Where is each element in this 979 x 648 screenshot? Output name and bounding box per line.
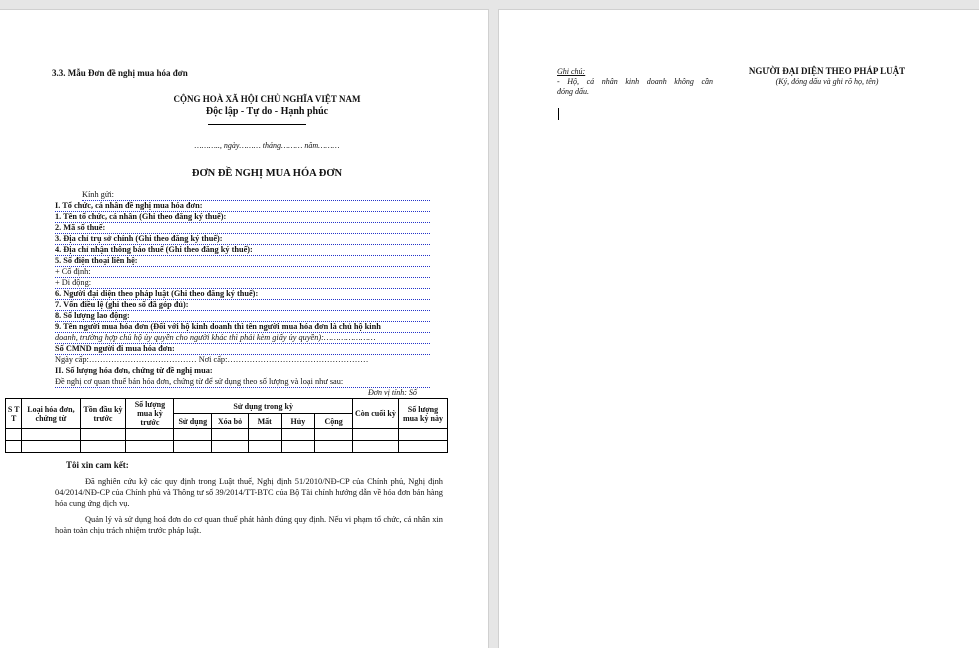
commitment-paragraph-1: Đã nghiên cứu kỹ các quy định trong Luật thuế, Nghị định 51/2010/NĐ-CP của Chính phủ, Nghị định 04/2014/NĐ-CP của Chính phủ và Thông tư số 39/2014/TT-BTC của Bộ Tài chính hướng dẫn về hóa đơn bán hàng hóa cung ứng dịch vụ. — [55, 477, 443, 508]
document-page-2[interactable] — [499, 10, 979, 648]
col-header-this-purchase: Số lượng mua kỳ này — [398, 399, 447, 429]
invoice-quantity-table — [5, 398, 448, 453]
commitment-title: Tôi xin cam kết: — [66, 460, 129, 470]
field-charter-capital[interactable]: 7. Vốn điều lệ (ghi theo số đã góp đủ): — [55, 300, 430, 311]
representative-signature-hint: (Ký, đóng dấu và ghi rõ họ, tên) — [775, 77, 879, 86]
field-employee-count[interactable]: 8. Số lượng lao động: — [55, 311, 430, 322]
section-1-title: I. Tổ chức, cá nhân đề nghị mua hóa đơn: — [55, 201, 430, 212]
col-subheader-lost: Mất — [248, 414, 281, 429]
col-subheader-used: Sử dụng — [174, 414, 212, 429]
commitment-paragraph-2: Quản lý và sử dụng hoá đơn do cơ quan thuế phát hành đúng quy định. Nếu vi phạm tổ chức, cá nhân xin hoàn toàn chịu trách nhiệm trước pháp luật. — [55, 515, 443, 535]
field-tax-code[interactable]: 2. Mã số thuế: — [55, 223, 430, 234]
col-header-type: Loại hóa đơn, chứng từ — [22, 399, 80, 429]
field-id-number[interactable]: Số CMND người đi mua hóa đơn: — [55, 344, 430, 355]
field-head-office-address[interactable]: 3. Địa chỉ trụ sở chính (Ghi theo đăng ký thuế): — [55, 234, 430, 245]
field-issue-date-place[interactable]: Ngày cấp:………………………………… Nơi cấp:…………………………………………… — [55, 355, 369, 364]
field-phone[interactable]: 5. Số điện thoại liên hệ: — [55, 256, 430, 267]
header-divider — [208, 124, 306, 125]
unit-label: Đơn vị tính: Số — [368, 388, 417, 397]
col-subheader-total: Cộng — [315, 414, 353, 429]
field-landline[interactable]: + Cố định: — [55, 267, 430, 278]
col-header-closing: Còn cuối kỳ — [352, 399, 398, 429]
col-header-stt: S T T — [6, 399, 22, 429]
col-subheader-cancelled: Hủy — [281, 414, 315, 429]
national-header: CỘNG HOÀ XÃ HỘI CHỦ NGHĨA VIỆT NAM — [173, 94, 361, 104]
section-title: 3.3. Mẫu Đơn đề nghị mua hóa đơn — [52, 68, 188, 78]
date-line: ……….., ngày……… tháng……… năm……… — [194, 141, 340, 150]
field-notice-address[interactable]: 4. Địa chỉ nhận thông báo thuế (Ghi theo đăng ký thuế): — [55, 245, 430, 256]
note-text-line-1: - Hộ, cá nhân kinh doanh không cần — [557, 77, 713, 86]
representative-title: NGƯỜI ĐẠI DIỆN THEO PHÁP LUẬT — [748, 66, 906, 76]
field-recipient[interactable]: Kính gửi: — [82, 190, 430, 201]
motto: Độc lập - Tự do - Hạnh phúc — [205, 106, 329, 117]
table-row[interactable] — [6, 441, 448, 453]
field-buyer-name[interactable]: 9. Tên người mua hóa đơn (Đối với hộ kinh doanh thì tên người mua hóa đơn là chủ hộ kinh — [55, 322, 430, 333]
form-title: ĐƠN ĐỀ NGHỊ MUA HÓA ĐƠN — [191, 168, 343, 179]
col-subheader-deleted: Xóa bỏ — [212, 414, 249, 429]
field-buyer-name-cont[interactable]: doanh, trường hợp chủ hộ ủy quyền cho người khác thì phải kèm giấy ủy quyền):………………… — [55, 333, 430, 344]
note-title: Ghi chú: — [557, 67, 586, 76]
col-header-prev-purchase: Số lượng mua kỳ trước — [126, 399, 174, 429]
table-row[interactable] — [6, 429, 448, 441]
text-cursor — [558, 108, 559, 120]
section-2-description: Đề nghị cơ quan thuế bán hóa đơn, chứng từ để sử dụng theo số lượng và loại như sau: — [55, 377, 430, 388]
field-org-name[interactable]: 1. Tên tổ chức, cá nhân (Ghi theo đăng ký thuế): — [55, 212, 430, 223]
note-text-line-2: đóng dấu. — [557, 87, 589, 96]
col-header-used-in-period: Sử dụng trong kỳ — [174, 399, 353, 414]
field-mobile[interactable]: + Di động: — [55, 278, 430, 289]
section-2-title: II. Số lượng hóa đơn, chứng từ đề nghị mua: — [55, 366, 213, 375]
col-header-opening: Tồn đầu kỳ trước — [80, 399, 126, 429]
field-legal-representative[interactable]: 6. Người đại diện theo pháp luật (Ghi theo đăng ký thuế): — [55, 289, 430, 300]
document-page-1[interactable] — [0, 10, 488, 648]
